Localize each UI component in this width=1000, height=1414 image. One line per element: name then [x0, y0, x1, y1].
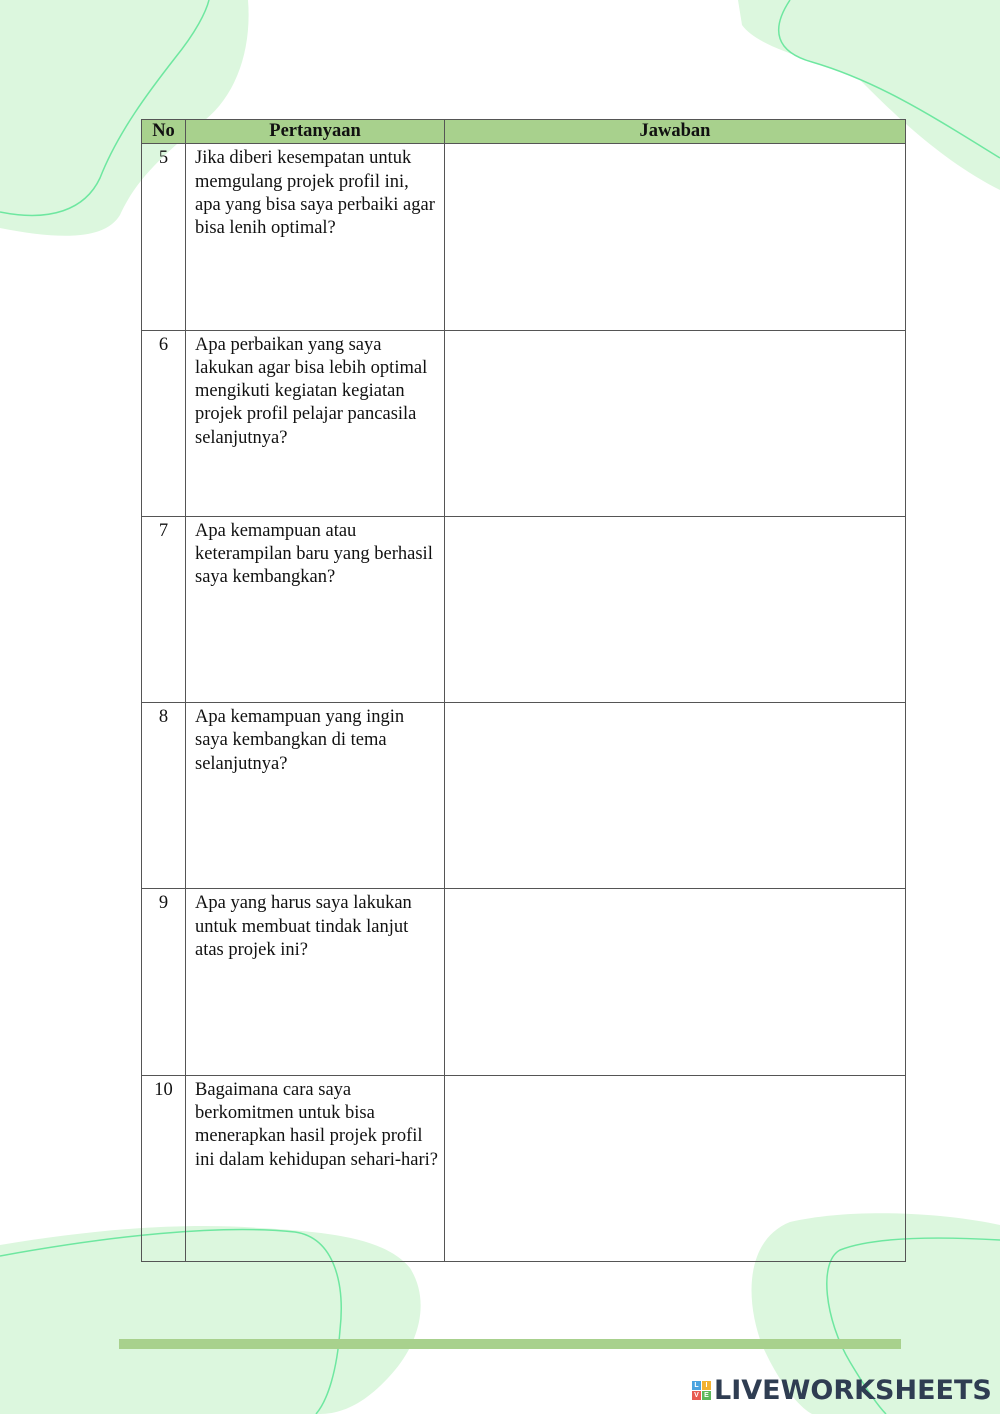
brand-name: LIVEWORKSHEETS	[714, 1374, 992, 1406]
header-question: Pertanyaan	[186, 120, 445, 144]
answer-cell	[445, 516, 906, 702]
reflection-table	[141, 119, 906, 1262]
question-text: Apa kemampuan atau keterampilan baru yang berhasil saya kembangkan?	[186, 516, 445, 702]
header-answer: Jawaban	[445, 120, 906, 144]
row-number: 9	[142, 889, 186, 1075]
answer-field[interactable]	[446, 1077, 904, 1253]
row-number: 10	[142, 1075, 186, 1261]
table-row	[142, 516, 906, 702]
row-number: 6	[142, 330, 186, 516]
answer-field[interactable]	[446, 145, 904, 321]
table-row	[142, 889, 906, 1075]
answer-field[interactable]	[446, 704, 904, 880]
table-row	[142, 144, 906, 330]
logo-letter-l: L	[692, 1381, 701, 1390]
answer-cell	[445, 889, 906, 1075]
question-text: Apa yang harus saya lakukan untuk membuat tindak lanjut atas projek ini?	[186, 889, 445, 1075]
answer-cell	[445, 1075, 906, 1261]
table-row	[142, 330, 906, 516]
footer-divider-bar	[119, 1339, 901, 1349]
question-text: Apa kemampuan yang ingin saya kembangkan di tema selanjutnya?	[186, 703, 445, 889]
question-text: Jika diberi kesempatan untuk memgulang projek profil ini, apa yang bisa saya perbaiki agar bisa lenih optimal?	[186, 144, 445, 330]
liveworksheets-brand	[692, 1373, 992, 1407]
answer-field[interactable]	[446, 518, 904, 694]
liveworksheets-logo-icon	[692, 1381, 711, 1400]
logo-letter-e: E	[702, 1391, 711, 1400]
row-number: 8	[142, 703, 186, 889]
row-number: 7	[142, 516, 186, 702]
row-number: 5	[142, 144, 186, 330]
table-row	[142, 703, 906, 889]
answer-cell	[445, 144, 906, 330]
question-text: Bagaimana cara saya berkomitmen untuk bisa menerapkan hasil projek profil ini dalam kehidupan sehari-hari?	[186, 1075, 445, 1261]
logo-letter-v: V	[692, 1391, 701, 1400]
answer-field[interactable]	[446, 332, 904, 508]
question-text: Apa perbaikan yang saya lakukan agar bisa lebih optimal mengikuti kegiatan kegiatan projek profil pelajar pancasila selanjutnya?	[186, 330, 445, 516]
answer-field[interactable]	[446, 890, 904, 1066]
header-no: No	[142, 120, 186, 144]
logo-letter-i: I	[702, 1381, 711, 1390]
answer-cell	[445, 703, 906, 889]
answer-cell	[445, 330, 906, 516]
table-row	[142, 1075, 906, 1261]
table-header-row	[142, 120, 906, 144]
